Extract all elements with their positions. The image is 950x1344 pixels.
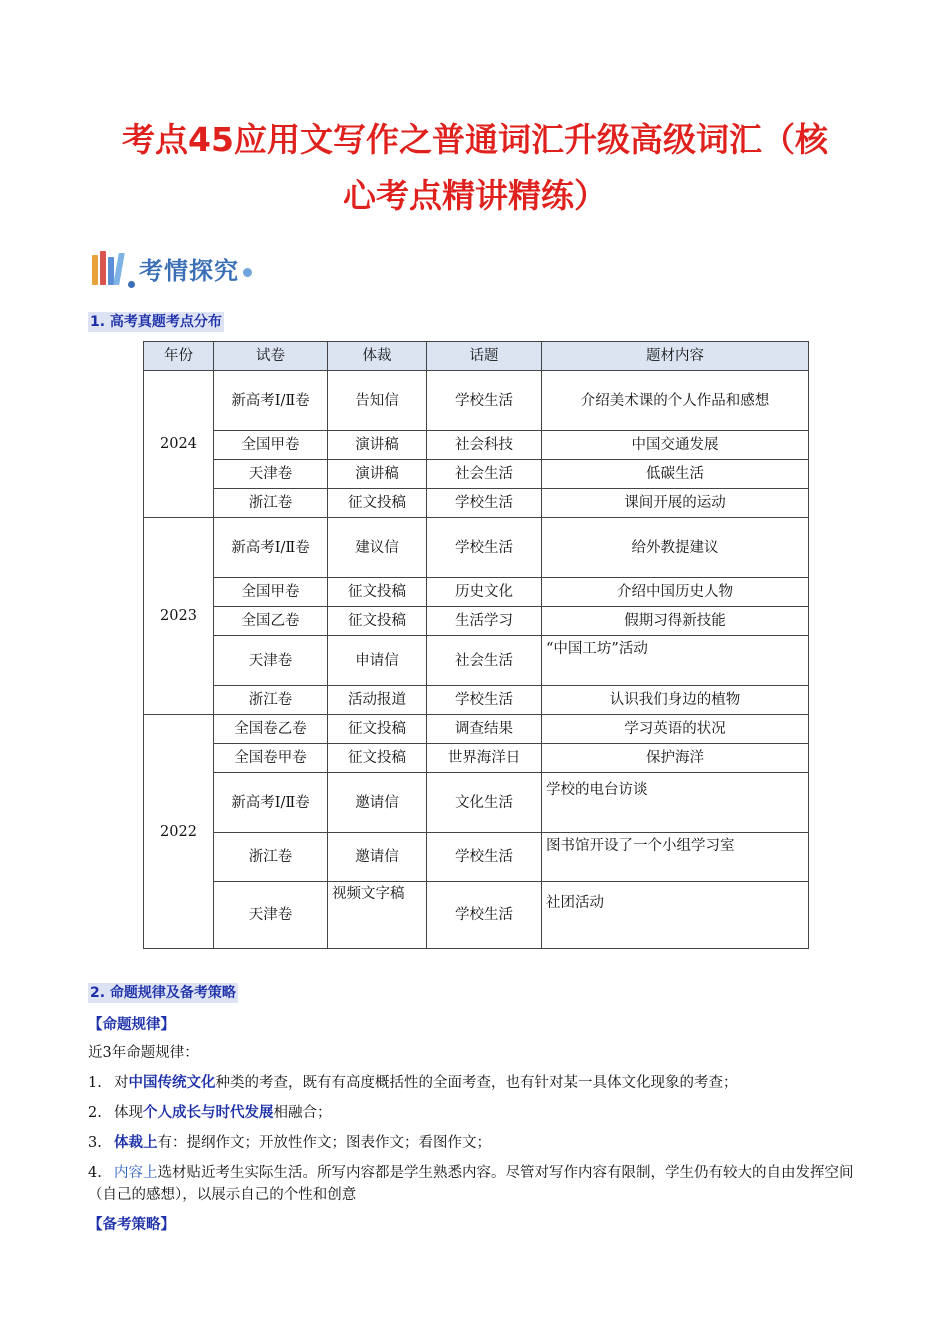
paper-cell: 天津卷 [214,636,328,686]
topic-cell: 世界海洋日 [427,744,542,773]
genre-cell: 活动报道 [328,686,427,715]
header-paper: 试卷 [214,342,328,371]
year-cell: 2024 [144,371,214,518]
paper-cell: 全国甲卷 [214,578,328,607]
table-row [144,371,809,431]
content-cell: 保护海洋 [542,744,809,773]
header-genre: 体裁 [328,342,427,371]
paper-cell: 浙江卷 [214,833,328,882]
topic-cell: 历史文化 [427,578,542,607]
paper-cell: 新高考Ⅰ/Ⅱ卷 [214,371,328,431]
topic-cell: 学校生活 [427,833,542,882]
section-heading-1: 1. 高考真题考点分布 [90,314,222,330]
content-cell: 社团活动 [542,882,809,949]
banner-label: 考情探究 [139,256,239,285]
content-cell: 低碳生活 [542,460,809,489]
content-cell: “中国工坊”活动 [542,636,809,686]
topic-cell: 学校生活 [427,686,542,715]
paper-cell: 全国卷乙卷 [214,715,328,744]
content-cell: 介绍中国历史人物 [542,578,809,607]
books-icon [92,251,124,285]
topic-cell: 社会生活 [427,636,542,686]
paper-cell: 新高考Ⅰ/Ⅱ卷 [214,773,328,833]
page-title [60,112,890,224]
table-row [144,431,809,460]
rules-block [88,1014,868,1236]
genre-cell: 告知信 [328,371,427,431]
genre-cell: 申请信 [328,636,427,686]
content-cell: 图书馆开设了一个小组学习室 [542,833,809,882]
topic-cell: 学校生活 [427,371,542,431]
table-header-row [144,342,809,371]
genre-cell: 征文投稿 [328,744,427,773]
paper-cell: 浙江卷 [214,686,328,715]
content-cell: 中国交通发展 [542,431,809,460]
section-banner [92,248,252,288]
rules-heading: 【命题规律】 [88,1017,175,1033]
topic-cell: 学校生活 [427,518,542,578]
paper-cell: 新高考Ⅰ/Ⅱ卷 [214,518,328,578]
genre-cell: 征文投稿 [328,607,427,636]
genre-cell: 征文投稿 [328,489,427,518]
table-row [144,686,809,715]
rule-item: 2. 体现个人成长与时代发展相融合； [88,1105,332,1121]
header-year: 年份 [144,342,214,371]
header-topic: 话题 [427,342,542,371]
genre-cell: 视频文字稿 [328,882,427,949]
rule-item: 4. 内容上选材贴近考生实际生活。所写内容都是学生熟悉内容。尽管对写作内容有限制，学生仍有较大的自由发挥空间（自己的感想），以展示自己的个性和创意 [88,1165,854,1203]
strategy-heading: 【备考策略】 [88,1217,175,1233]
table-row [144,518,809,578]
year-cell: 2023 [144,518,214,715]
genre-cell: 征文投稿 [328,578,427,607]
paper-cell: 全国甲卷 [214,431,328,460]
paper-cell: 全国卷甲卷 [214,744,328,773]
content-cell: 给外教提建议 [542,518,809,578]
genre-cell: 征文投稿 [328,715,427,744]
dot-icon [243,268,252,277]
exam-distribution-table [143,341,809,949]
table-row [144,489,809,518]
title-line-1: 考点45应用文写作之普通词汇升级高级词汇（核 [122,120,828,159]
rule-item: 1. 对中国传统文化种类的考查，既有有高度概括性的全面考查，也有针对某一具体文化现象的考查； [88,1075,738,1091]
content-cell: 介绍美术课的个人作品和感想 [542,371,809,431]
topic-cell: 调查结果 [427,715,542,744]
title-line-2: 心考点精讲精练） [343,176,607,215]
genre-cell: 邀请信 [328,833,427,882]
genre-cell: 演讲稿 [328,460,427,489]
table-row [144,833,809,882]
paper-cell: 天津卷 [214,460,328,489]
content-cell: 假期习得新技能 [542,607,809,636]
topic-cell: 学校生活 [427,882,542,949]
paper-cell: 天津卷 [214,882,328,949]
table-row [144,607,809,636]
rule-item: 3. 体裁上有：提纲作文；开放性作文；图表作文；看图作文； [88,1135,491,1151]
table-row [144,636,809,686]
section-heading-2: 2. 命题规律及备考策略 [90,985,236,1001]
genre-cell: 建议信 [328,518,427,578]
topic-cell: 文化生活 [427,773,542,833]
content-cell: 学习英语的状况 [542,715,809,744]
table-row [144,744,809,773]
table-row [144,578,809,607]
topic-cell: 生活学习 [427,607,542,636]
paper-cell: 浙江卷 [214,489,328,518]
header-content: 题材内容 [542,342,809,371]
genre-cell: 演讲稿 [328,431,427,460]
content-cell: 课间开展的运动 [542,489,809,518]
topic-cell: 社会科技 [427,431,542,460]
topic-cell: 社会生活 [427,460,542,489]
rules-intro: 近3年命题规律： [88,1045,199,1061]
genre-cell: 邀请信 [328,773,427,833]
table-row [144,715,809,744]
table-row [144,882,809,949]
table-row [144,460,809,489]
year-cell: 2022 [144,715,214,949]
content-cell: 认识我们身边的植物 [542,686,809,715]
dot-icon [128,281,135,288]
table-row [144,773,809,833]
paper-cell: 全国乙卷 [214,607,328,636]
content-cell: 学校的电台访谈 [542,773,809,833]
topic-cell: 学校生活 [427,489,542,518]
